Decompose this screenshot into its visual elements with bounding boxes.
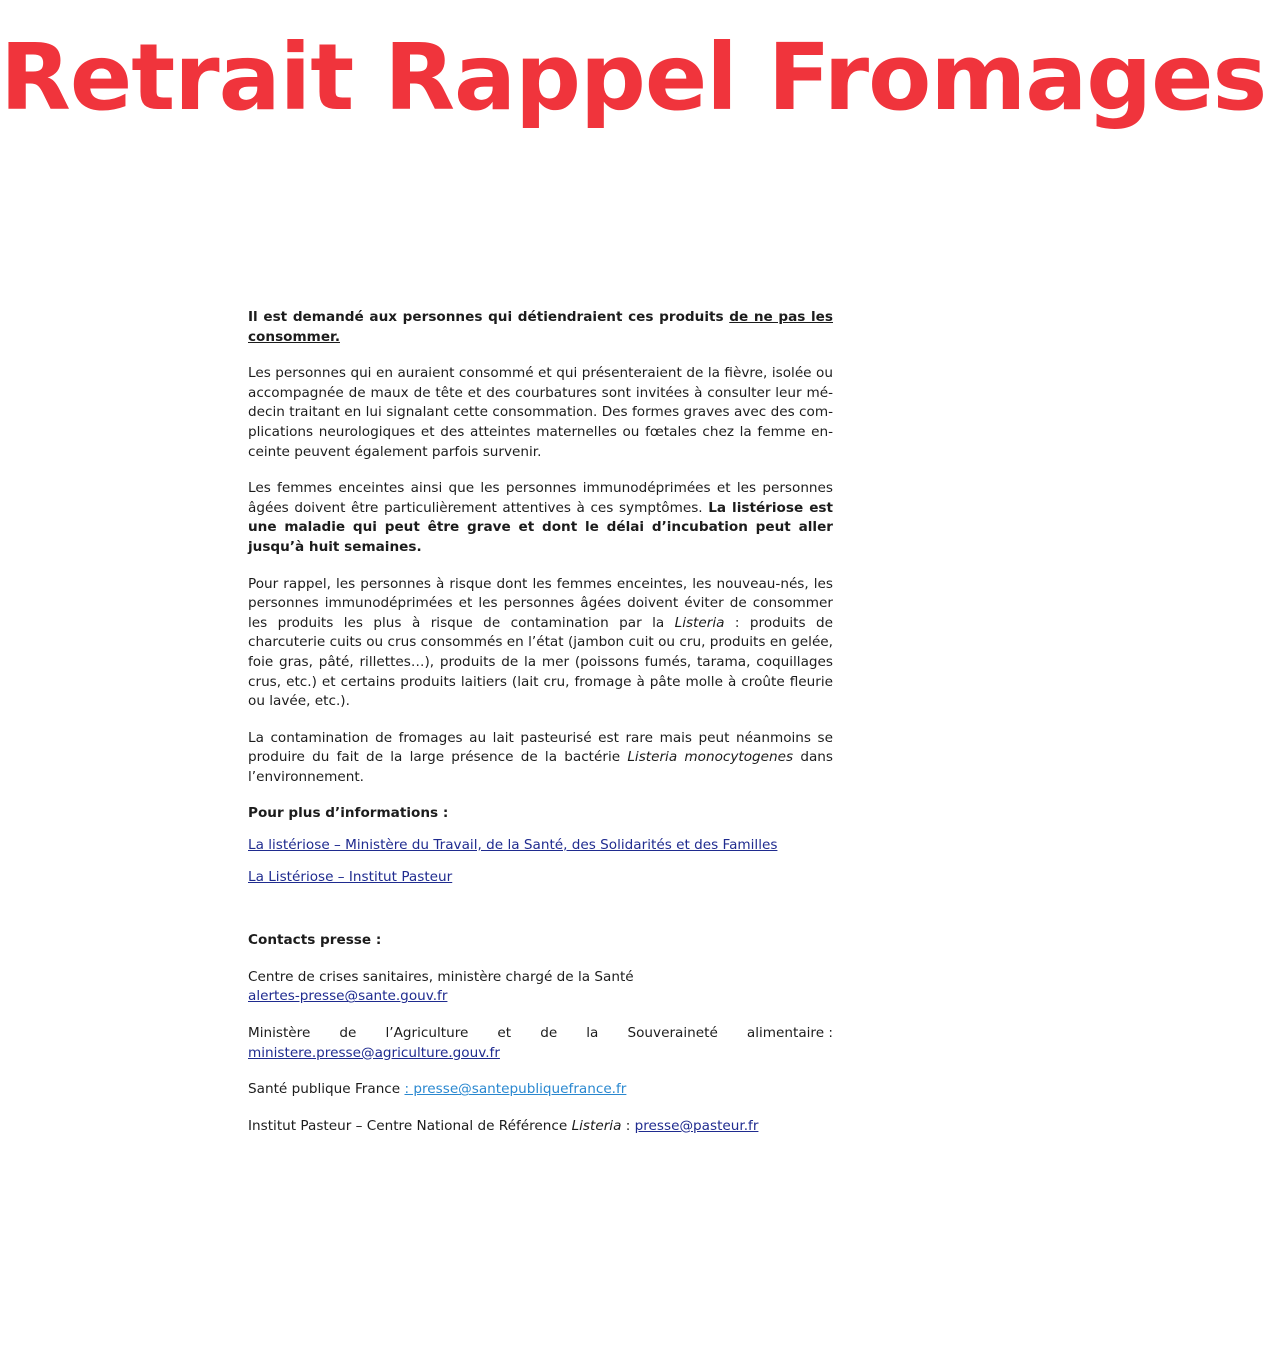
contact-agriculture-word: et <box>497 1025 512 1042</box>
contamination-bacteria: Listeria monocytogenes <box>627 749 794 766</box>
symptoms-paragraph: Les personnes qui en auraient consommé et qui présenteraient de la fièvre, isolée ou accompagnée de maux de tête et des courbatures sont invitées à consulter leur médecin traitant en lui signalant cette consommation. Des formes graves avec des complications neurologiques et des atteintes maternelles ou fœtales chez la femme enceinte peuvent également parfois survenir. <box>248 365 833 460</box>
contact-agriculture-word: Ministère <box>248 1025 311 1042</box>
contamination-text-a: La contamination de fromages au lait pasteurisé est rare mais peut néanmoins se produire du fait de la large présence de la bactérie <box>248 729 833 766</box>
contact-agriculture-word: la <box>586 1025 599 1042</box>
more-info-link-pasteur-row <box>248 868 833 888</box>
reminder-listeria: Listeria <box>674 614 725 631</box>
contamination-paragraph <box>248 729 833 788</box>
contact-sante-email-row <box>248 987 833 1007</box>
risk-groups-paragraph <box>248 479 833 557</box>
contact-agriculture-email-row <box>248 1044 833 1064</box>
press-release-body <box>248 308 833 1136</box>
banner-title: Retrait Rappel Fromages <box>0 24 1266 131</box>
link-pasteur-listeriose[interactable]: La Listériose – Institut Pasteur <box>248 868 453 885</box>
intro-underlined: de ne pas les consommer. <box>248 309 833 345</box>
contact-agriculture-word: alimentaire : <box>746 1025 833 1042</box>
contact-agriculture-email[interactable]: ministere.presse@agriculture.gouv.fr <box>248 1044 500 1061</box>
contact-pasteur-listeria: Listeria <box>571 1117 622 1134</box>
contact-spf-label: Santé publique France <box>248 1081 405 1098</box>
more-info-heading: Pour plus d’informations : <box>248 805 449 822</box>
contact-agriculture-label <box>248 1024 833 1044</box>
reminder-paragraph <box>248 575 833 712</box>
reminder-text-a: Pour rappel, les personnes à risque dont les femmes enceintes, les nouveau-nés, les personnes immunodéprimées et les personnes âgées doivent éviter de consommer les produits les plus à risque de contamination par la <box>248 575 833 631</box>
contact-pasteur-separator: : <box>621 1117 635 1134</box>
contact-pasteur-email[interactable]: presse@pasteur.fr <box>634 1117 759 1134</box>
reminder-text-b: : produits de charcuterie cuits ou crus consommés en l’état (jambon cuit ou cru, produits en gelée, foie gras, pâté, rillettes…), produits de la mer (poissons fumés, tarama, coquillages crus, etc.) et certains produits laitiers (lait cru, fromage à pâte molle à croûte fleurie ou lavée, etc.). <box>248 614 833 710</box>
contact-spf-email[interactable]: : presse@santepubliquefrance.fr <box>404 1081 627 1098</box>
incubation-warning: La listériose est une maladie qui peut être grave et dont le délai d’incubation peut aller jusqu’à huit semaines. <box>248 499 833 555</box>
contact-spf-row <box>248 1080 833 1100</box>
contact-agriculture-word: Souveraineté <box>627 1025 718 1042</box>
contact-sante-email[interactable]: alertes-presse@sante.gouv.fr <box>248 988 448 1005</box>
contamination-text-b: dans l’environnement. <box>248 749 833 785</box>
risk-groups-text: Les femmes enceintes ainsi que les personnes immunodéprimées et les personnes âgées doivent être particulièrement attentives à ces symptômes. <box>248 480 833 516</box>
link-ministry-listeriose[interactable]: La listériose – Ministère du Travail, de la Santé, des Solidarités et des Familles <box>248 837 778 854</box>
contact-agriculture-word: de <box>339 1025 357 1042</box>
contact-pasteur-label: Institut Pasteur – Centre National de Référence <box>248 1117 572 1134</box>
more-info-link-ministry-row <box>248 836 833 856</box>
contact-pasteur-row <box>248 1117 833 1137</box>
contact-agriculture-word: l’Agriculture <box>385 1025 469 1042</box>
intro-lead: Il est demandé aux personnes qui détiendraient ces produits <box>248 309 730 325</box>
contact-sante-label: Centre de crises sanitaires, ministère chargé de la Santé <box>248 968 634 985</box>
contacts-heading: Contacts presse : <box>248 932 382 949</box>
intro-paragraph <box>248 308 833 347</box>
contact-agriculture-word: de <box>540 1025 558 1042</box>
